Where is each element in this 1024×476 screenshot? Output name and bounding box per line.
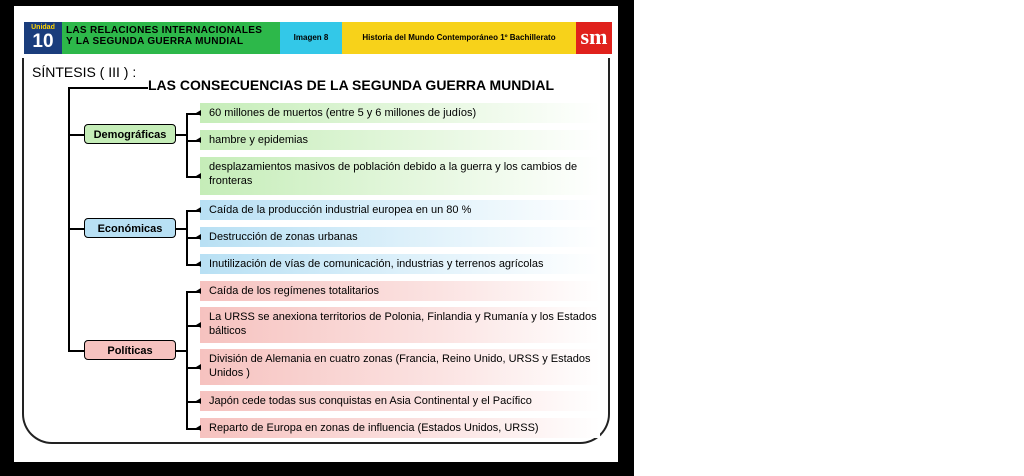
- unit-title-line2: Y LA SEGUNDA GUERRA MUNDIAL: [66, 36, 244, 47]
- unit-number: 10: [32, 31, 54, 52]
- consequence-text: 60 millones de muertos (entre 5 y 6 millones de judíos): [209, 107, 477, 119]
- category-branch: [176, 134, 186, 136]
- consequence-text: desplazamientos masivos de población debido a la guerra y los cambios de fronteras: [209, 161, 578, 187]
- consequence-text: Caída de la producción industrial europea en un 80 %: [209, 204, 472, 216]
- category-connector: [68, 134, 84, 136]
- course-label: Historia del Mundo Contemporáneo 1º Bachillerato: [342, 22, 576, 54]
- diagram-title: LAS CONSECUENCIAS DE LA SEGUNDA GUERRA MUNDIAL: [148, 77, 555, 93]
- arrow-icon: [196, 261, 201, 267]
- consequence-item: [200, 227, 600, 247]
- arrow-icon: [196, 288, 201, 294]
- category-2: Políticas: [84, 340, 176, 360]
- category-0: Demográficas: [84, 124, 176, 144]
- category-1: Económicas: [84, 218, 176, 238]
- arrow-icon: [196, 364, 201, 370]
- arrow-icon: [196, 173, 201, 179]
- arrow-icon: [196, 207, 201, 213]
- arrow-icon: [196, 137, 201, 143]
- arrow-icon: [196, 234, 201, 240]
- consequence-text: Inutilización de vías de comunicación, industrias y terrenos agrícolas: [209, 258, 544, 270]
- consequence-item: [200, 254, 600, 274]
- consequence-text: hambre y epidemias: [209, 134, 309, 146]
- arrow-icon: [196, 398, 201, 404]
- unit-badge: [24, 22, 62, 54]
- consequence-item: [200, 200, 600, 220]
- consequence-item: [200, 103, 600, 123]
- consequence-text: Japón cede todas sus conquistas en Asia Continental y el Pacífico: [209, 395, 532, 407]
- consequence-item: [200, 349, 600, 385]
- consequence-item: [200, 157, 600, 195]
- items-spine: [186, 113, 188, 178]
- consequence-item: [200, 281, 600, 301]
- consequence-item: [200, 307, 600, 343]
- consequence-text: Caída de los regímenes totalitarios: [209, 285, 379, 297]
- image-label: Imagen 8: [280, 22, 342, 54]
- slide-header: [14, 22, 618, 54]
- consequence-text: División de Alemania en cuatro zonas (Francia, Reino Unido, URSS y Estados Unidos ): [209, 353, 591, 379]
- consequence-text: La URSS se anexiona territorios de Polonia, Finlandia y Rumanía y los Estados bálticos: [209, 311, 597, 337]
- items-spine: [186, 291, 188, 430]
- consequence-item: [200, 391, 600, 411]
- unit-label: Unidad: [31, 24, 55, 31]
- title-connector: [68, 87, 148, 89]
- category-branch: [176, 228, 186, 230]
- arrow-icon: [196, 110, 201, 116]
- category-branch: [176, 350, 186, 352]
- category-connector: [68, 228, 84, 230]
- section-heading: SÍNTESIS ( III ) :: [32, 64, 137, 80]
- main-spine: [68, 87, 70, 351]
- arrow-icon: [196, 425, 201, 431]
- publisher-logo: sm: [576, 22, 612, 54]
- consequence-item: [200, 130, 600, 150]
- consequence-item: [200, 418, 600, 438]
- consequence-text: Reparto de Europa en zonas de influencia (Estados Unidos, URSS): [209, 422, 539, 434]
- category-connector: [68, 350, 84, 352]
- slide: [14, 6, 618, 462]
- consequence-text: Destrucción de zonas urbanas: [209, 231, 358, 243]
- arrow-icon: [196, 322, 201, 328]
- unit-title: [62, 22, 280, 54]
- unit-title-line1: LAS RELACIONES INTERNACIONALES: [66, 25, 263, 36]
